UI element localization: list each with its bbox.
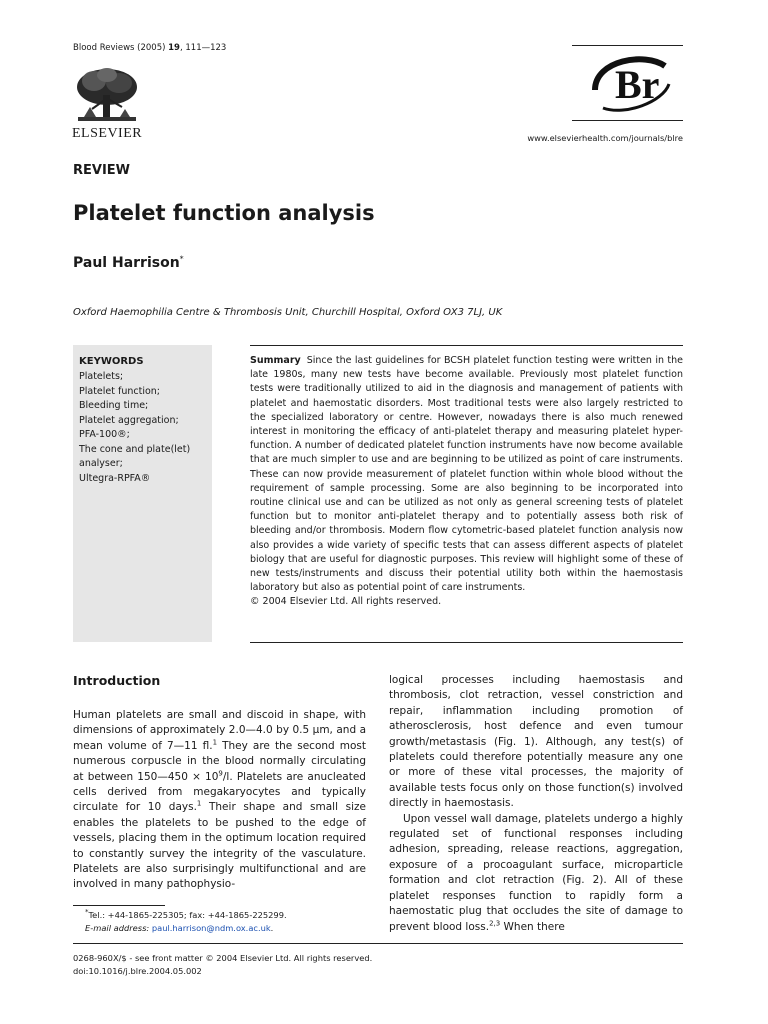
summary-copyright: © 2004 Elsevier Ltd. All rights reserved.	[250, 596, 442, 608]
keyword-item: Platelet function;	[79, 385, 160, 397]
email-link[interactable]: paul.harrison@ndm.ox.ac.uk	[151, 923, 271, 933]
article-title: Platelet function analysis	[73, 201, 375, 225]
doi-line[interactable]: doi:10.1016/j.blre.2004.05.002	[73, 965, 202, 976]
publisher-name: ELSEVIER	[72, 126, 143, 141]
footnote-contact	[73, 909, 373, 922]
intro-paragraph-2	[389, 812, 683, 935]
author-footnote	[73, 909, 373, 935]
keyword-item: PFA-100®;	[79, 429, 130, 440]
footer-info	[73, 952, 372, 977]
body-text: Upon vessel wall damage, platelets undergo a highly regulated set of functional responses including adhesion, spreading, release reactions, aggregation, exposure of a procoagulant surface, microparticle formation and clot retraction (Fig. 2). All of these platelet responses function to rapidly form a haemostatic plug that occludes the site of damage to prevent blood loss.	[389, 812, 683, 933]
summary-label: Summary	[250, 355, 301, 366]
body-text: /l. Platelets are anucleated cells derived from megakaryocytes and typically circulate for 10 days.	[73, 770, 366, 814]
footnote-mark: *	[85, 908, 89, 917]
body-text: When there	[500, 920, 565, 933]
header-rule-bottom	[572, 120, 683, 121]
author-footnote-mark: *	[179, 254, 184, 264]
body-text: They are the second most numerous corpuscle in the blood normally circulating at between 150—450 × 10	[73, 739, 366, 783]
footnote-rule	[73, 905, 165, 906]
footnote-contact-text: Tel.: +44-1865-225305; fax: +44-1865-225299.	[88, 910, 287, 920]
footnote-end: .	[270, 923, 274, 933]
keyword-item: Ultegra-RPFA®	[79, 472, 151, 484]
section-label: REVIEW	[73, 163, 131, 178]
intro-paragraph-continued: logical processes including haemostasis and thrombosis, clot retraction, vessel constriction and repair, inflammation including promotion of atherosclerosis, host defence and even tumour growth/metastasis (Fig. 1). Although, any test(s) of platelets could therefore potentially measure any one or more of these vital processes, the majority of available tests focus only on those function(s) involved directly in haemostasis.	[389, 674, 683, 810]
intro-paragraph-1	[73, 708, 366, 893]
summary-rule-bottom	[250, 642, 683, 643]
keywords-list	[79, 370, 190, 486]
journal-pages: , 111—123	[179, 43, 227, 53]
citation-ref[interactable]: 2,3	[489, 919, 501, 927]
citation-ref[interactable]: 1	[212, 738, 218, 747]
journal-name: Blood Reviews (2005)	[73, 43, 169, 53]
email-label: E-mail address:	[85, 923, 150, 933]
author-name: Paul Harrison	[73, 255, 180, 271]
exponent: 9	[218, 769, 223, 778]
footer-rule	[73, 943, 683, 944]
keyword-item: Platelet aggregation;	[79, 414, 179, 426]
body-column-right	[389, 673, 683, 935]
journal-logo-text: Br	[615, 62, 660, 107]
summary-text: Since the last guidelines for BCSH platelet function testing were written in the late 1980s, many new tests have become available. Previously most platelet function tests were traditionally utilized to aid in the diagnosis and management of patients with platelet and haemostatic disorders. Most traditional tests were also largely restricted to the specialized laboratory or centre. However, nowadays there is also much renewed interest in monitoring the efficacy of anti-platelet therapy and measuring platelet hyper-function. A number of dedicated platelet function instruments have now become available that are much simpler to use and are beginning to be utilized as point of care instruments. These can now provide measurement of platelet function within whole blood without the requirement of sample processing. Some are also beginning to be incorporated into routine clinical use and can be utilized as not only as general screening tests of platelet function but to monitor anti-platelet therapy and to potentially assess both risk of bleeding and/or thrombosis. Modern flow cytometric-based platelet function analysis now also provides a wide variety of specific tests that can assess different aspects of platelet biology that are useful for diagnostic purposes. This review will highlight some of these of new tests/instruments and discuss their potential utility both within the haemostasis laboratory but also as potential point of care instruments.	[250, 355, 683, 594]
summary-rule-top	[250, 345, 683, 346]
abstract-summary	[250, 354, 683, 610]
affiliation: Oxford Haemophilia Centre & Thrombosis Unit, Churchill Hospital, Oxford OX3 7LJ, UK	[73, 307, 503, 318]
journal-url[interactable]: www.elsevierhealth.com/journals/blre	[527, 133, 683, 143]
keyword-item: Bleeding time;	[79, 400, 149, 411]
elsevier-tree-logo	[72, 65, 142, 127]
issn-line: 0268-960X/$ - see front matter © 2004 Elsevier Ltd. All rights reserved.	[73, 953, 373, 963]
body-column-left	[73, 708, 366, 893]
body-text: Their shape and small size enables the platelets to be pushed to the edge of vessels, placing them in the optimum location required to constantly survey the integrity of the vasculature. Platelets are also surprisingly multifunctional and are involved in many pathophysio-	[73, 801, 366, 891]
keyword-item: Platelets;	[79, 371, 124, 382]
journal-volume: 19	[168, 43, 180, 53]
citation-ref[interactable]: 1	[196, 799, 202, 808]
keyword-item: analyser;	[79, 458, 123, 469]
keyword-item: The cone and plate(let)	[79, 443, 191, 455]
journal-logo	[585, 50, 680, 118]
introduction-heading: Introduction	[73, 673, 161, 688]
header-rule-top	[572, 45, 683, 46]
footnote-email	[73, 922, 373, 935]
author-line	[73, 255, 184, 271]
journal-reference	[73, 43, 226, 53]
keywords-heading: KEYWORDS	[79, 356, 144, 367]
body-text: Human platelets are small and discoid in shape, with dimensions of approximately 2.0—4.0 by 0.5 μm, and a mean volume of 7—11 fl.	[73, 709, 366, 752]
